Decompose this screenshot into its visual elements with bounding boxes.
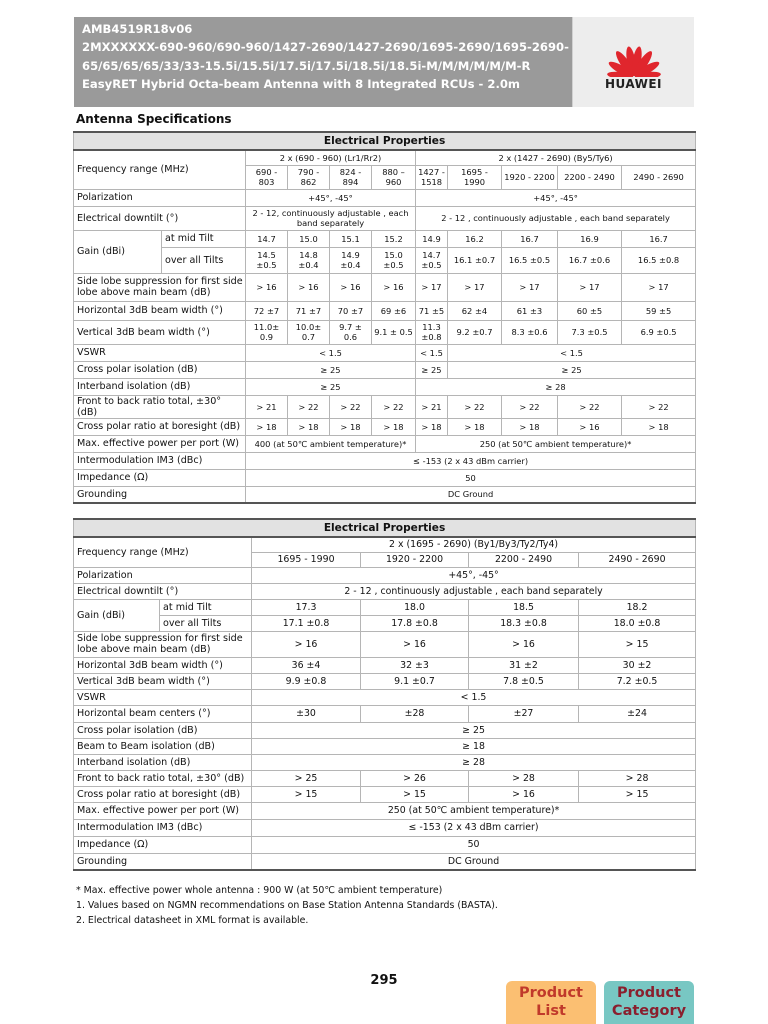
row-label: Max. effective power per port (W) [74, 435, 246, 452]
cell: 18.3 ±0.8 [469, 615, 579, 631]
cell: > 25 [252, 770, 361, 786]
cell: 61 ±3 [502, 301, 558, 320]
cell: > 18 [288, 418, 330, 435]
row-label: Vertical 3dB beam width (°) [74, 320, 246, 344]
cell: > 18 [372, 418, 416, 435]
cell: 10.0± 0.7 [288, 320, 330, 344]
cell: > 17 [558, 273, 622, 301]
cell: > 18 [448, 418, 502, 435]
row-label: Side lobe suppression for first side lobe above main beam (dB) [74, 631, 252, 657]
row-label: Max. effective power per port (W) [74, 802, 252, 819]
cell: < 1.5 [246, 344, 416, 361]
cell: > 21 [416, 395, 448, 418]
row-sublabel: over all Tilts [160, 615, 252, 631]
cell: 69 ±6 [372, 301, 416, 320]
cell: 250 (at 50℃ ambient temperature)* [416, 435, 696, 452]
cell: > 17 [448, 273, 502, 301]
cell: 18.2 [579, 599, 696, 615]
cell: 16.7 [502, 230, 558, 247]
button-label-line: Product [617, 985, 681, 1001]
cell: > 16 [558, 418, 622, 435]
cell: 50 [252, 836, 696, 853]
footnotes [76, 883, 498, 928]
band-cell: 1920 - 2200 [361, 552, 469, 567]
row-sublabel: at mid Tilt [162, 230, 246, 247]
table-header: Electrical Properties [74, 519, 696, 537]
huawei-logo [572, 17, 694, 107]
cell: ≥ 18 [252, 738, 696, 754]
cell: > 16 [246, 273, 288, 301]
row-label: Cross polar ratio at boresight (dB) [74, 786, 252, 802]
cell: 16.1 ±0.7 [448, 247, 502, 273]
row-label: Grounding [74, 853, 252, 870]
cell: +45°, -45° [252, 567, 696, 583]
cell: ≥ 25 [448, 361, 696, 378]
electrical-properties-table-1 [73, 131, 696, 504]
cell: 9.1 ±0.7 [361, 673, 469, 689]
row-label: Polarization [74, 567, 252, 583]
cell: 14.8 ±0.4 [288, 247, 330, 273]
band-group: 2 x (1695 - 2690) (By1/By3/Ty2/Ty4) [252, 537, 696, 552]
cell: 30 ±2 [579, 657, 696, 673]
cell: > 15 [579, 786, 696, 802]
cell: > 15 [252, 786, 361, 802]
cell: > 22 [288, 395, 330, 418]
cell: 400 (at 50℃ ambient temperature)* [246, 435, 416, 452]
cell: 16.2 [448, 230, 502, 247]
cell: > 22 [502, 395, 558, 418]
cell: 71 ±5 [416, 301, 448, 320]
row-label: Cross polar ratio at boresight (dB) [74, 418, 246, 435]
band-cell: 2490 - 2690 [579, 552, 696, 567]
cell: 9.1 ± 0.5 [372, 320, 416, 344]
cell: > 17 [622, 273, 696, 301]
cell: 70 ±7 [330, 301, 372, 320]
cell: 16.7 ±0.6 [558, 247, 622, 273]
button-label-line: List [536, 1003, 566, 1019]
cell: > 18 [622, 418, 696, 435]
row-sublabel: at mid Tilt [160, 599, 252, 615]
cell: 60 ±5 [558, 301, 622, 320]
footnote: * Max. effective power whole antenna : 900 W (at 50℃ ambient temperature) [76, 885, 443, 896]
product-header [74, 17, 572, 107]
row-label: Intermodulation IM3 (dBc) [74, 452, 246, 469]
cell: > 16 [330, 273, 372, 301]
band-cell: 2490 - 2690 [622, 165, 696, 189]
cell: 9.2 ±0.7 [448, 320, 502, 344]
model-number: AMB4519R18v06 [82, 22, 193, 36]
row-label: Electrical downtilt (°) [74, 206, 246, 230]
cell: ≥ 28 [416, 378, 696, 395]
model-code-line-1: 2MXXXXXX-690-960/690-960/1427-2690/1427-2690/1695-2690/1695-2690- [82, 40, 569, 55]
row-label: Gain (dBi) [74, 599, 160, 631]
cell: 71 ±7 [288, 301, 330, 320]
cell: > 28 [579, 770, 696, 786]
cell: 15.1 [330, 230, 372, 247]
cell: > 28 [469, 770, 579, 786]
row-label: VSWR [74, 344, 246, 361]
cell: 17.8 ±0.8 [361, 615, 469, 631]
row-label: Horizontal beam centers (°) [74, 705, 252, 722]
cell: 9.7 ± 0.6 [330, 320, 372, 344]
cell: > 18 [416, 418, 448, 435]
row-label: Gain (dBi) [74, 230, 162, 273]
cell: 11.0± 0.9 [246, 320, 288, 344]
cell: ±30 [252, 705, 361, 722]
cell: 16.9 [558, 230, 622, 247]
cell: > 16 [252, 631, 361, 657]
cell: ±28 [361, 705, 469, 722]
cell: > 16 [469, 786, 579, 802]
row-label: Interband isolation (dB) [74, 378, 246, 395]
cell: 14.9 ±0.4 [330, 247, 372, 273]
cell: 36 ±4 [252, 657, 361, 673]
band-cell: 2200 - 2490 [558, 165, 622, 189]
cell: 18.0 [361, 599, 469, 615]
cell: > 16 [361, 631, 469, 657]
cell: ≥ 25 [252, 722, 696, 738]
cell: > 17 [502, 273, 558, 301]
product-list-button[interactable] [506, 981, 596, 1024]
cell: 14.5 ±0.5 [246, 247, 288, 273]
band-cell: 2200 - 2490 [469, 552, 579, 567]
logo-wordmark: HUAWEI [604, 77, 663, 91]
band-cell: 1427 - 1518 [416, 165, 448, 189]
row-label: Horizontal 3dB beam width (°) [74, 301, 246, 320]
cell: DC Ground [252, 853, 696, 870]
row-label: Vertical 3dB beam width (°) [74, 673, 252, 689]
cell: +45°, -45° [416, 189, 696, 206]
cell: 15.0 ±0.5 [372, 247, 416, 273]
cell: > 21 [246, 395, 288, 418]
cell: 250 (at 50℃ ambient temperature)* [252, 802, 696, 819]
cell: 14.7 [246, 230, 288, 247]
cell: ≥ 25 [416, 361, 448, 378]
row-label: Beam to Beam isolation (dB) [74, 738, 252, 754]
band-group: 2 x (690 - 960) (Lr1/Rr2) [246, 150, 416, 165]
cell: 2 - 12 , continuously adjustable , each band separately [252, 583, 696, 599]
cell: ±27 [469, 705, 579, 722]
cell: ≥ 28 [252, 754, 696, 770]
cell: < 1.5 [252, 689, 696, 705]
row-label: Impedance (Ω) [74, 469, 246, 486]
cell: 18.0 ±0.8 [579, 615, 696, 631]
row-label: VSWR [74, 689, 252, 705]
cell: 50 [246, 469, 696, 486]
cell: > 22 [372, 395, 416, 418]
row-label: Polarization [74, 189, 246, 206]
cell: ≤ -153 (2 x 43 dBm carrier) [252, 819, 696, 836]
cell: > 16 [372, 273, 416, 301]
cell: > 22 [558, 395, 622, 418]
row-label: Intermodulation IM3 (dBc) [74, 819, 252, 836]
cell: < 1.5 [416, 344, 448, 361]
cell: 32 ±3 [361, 657, 469, 673]
cell: 62 ±4 [448, 301, 502, 320]
cell: > 22 [330, 395, 372, 418]
row-label: Frequency range (MHz) [74, 537, 252, 567]
cell: > 22 [622, 395, 696, 418]
cell: > 18 [330, 418, 372, 435]
cell: +45°, -45° [246, 189, 416, 206]
row-label: Front to back ratio total, ±30° (dB) [74, 395, 246, 418]
cell: 15.2 [372, 230, 416, 247]
row-label: Impedance (Ω) [74, 836, 252, 853]
cell: 7.8 ±0.5 [469, 673, 579, 689]
band-cell: 824 - 894 [330, 165, 372, 189]
cell: 59 ±5 [622, 301, 696, 320]
cell: 17.1 ±0.8 [252, 615, 361, 631]
cell: 8.3 ±0.6 [502, 320, 558, 344]
cell: > 26 [361, 770, 469, 786]
cell: ≥ 25 [246, 378, 416, 395]
cell: 16.5 ±0.8 [622, 247, 696, 273]
cell: DC Ground [246, 486, 696, 503]
row-label: Frequency range (MHz) [74, 150, 246, 189]
band-cell: 790 - 862 [288, 165, 330, 189]
cell: > 16 [288, 273, 330, 301]
model-code-line-2: 65/65/65/65/33/33-15.5i/15.5i/17.5i/17.5i/18.5i/18.5i-M/M/M/M/M/M-R [82, 58, 531, 73]
cell: 72 ±7 [246, 301, 288, 320]
product-description: EasyRET Hybrid Octa-beam Antenna with 8 Integrated RCUs - 2.0m [82, 76, 521, 91]
electrical-properties-table-2 [73, 518, 696, 871]
row-label: Grounding [74, 486, 246, 503]
row-label: Side lobe suppression for first side lobe above main beam (dB) [74, 273, 246, 301]
cell: 14.7 ±0.5 [416, 247, 448, 273]
row-label: Cross polar isolation (dB) [74, 722, 252, 738]
table-header: Electrical Properties [74, 132, 696, 150]
footnote: 2. Electrical datasheet in XML format is available. [76, 915, 309, 926]
cell: > 15 [579, 631, 696, 657]
cell: 7.2 ±0.5 [579, 673, 696, 689]
cell: ≥ 25 [246, 361, 416, 378]
cell: 6.9 ±0.5 [622, 320, 696, 344]
cell: > 17 [416, 273, 448, 301]
cell: > 18 [246, 418, 288, 435]
footnote: 1. Values based on NGMN recommendations on Base Station Antenna Standards (BASTA). [76, 900, 498, 911]
cell: > 22 [448, 395, 502, 418]
row-label: Horizontal 3dB beam width (°) [74, 657, 252, 673]
row-label: Interband isolation (dB) [74, 754, 252, 770]
cell: > 18 [502, 418, 558, 435]
cell: 18.5 [469, 599, 579, 615]
band-cell: 880 – 960 [372, 165, 416, 189]
cell: > 15 [361, 786, 469, 802]
band-cell: 690 - 803 [246, 165, 288, 189]
row-sublabel: over all Tilts [162, 247, 246, 273]
band-cell: 1920 - 2200 [502, 165, 558, 189]
section-title: Antenna Specifications [76, 112, 232, 126]
cell: 16.7 [622, 230, 696, 247]
cell: 16.5 ±0.5 [502, 247, 558, 273]
cell: 7.3 ±0.5 [558, 320, 622, 344]
page-number: 295 [370, 973, 398, 988]
product-category-button[interactable] [604, 981, 694, 1024]
band-cell: 1695 - 1990 [448, 165, 502, 189]
band-cell: 1695 - 1990 [252, 552, 361, 567]
cell: ≤ -153 (2 x 43 dBm carrier) [246, 452, 696, 469]
band-group: 2 x (1427 - 2690) (By5/Ty6) [416, 150, 696, 165]
cell: 31 ±2 [469, 657, 579, 673]
cell: 11.3 ±0.8 [416, 320, 448, 344]
cell: 15.0 [288, 230, 330, 247]
row-label: Cross polar isolation (dB) [74, 361, 246, 378]
cell: 2 - 12, continuously adjustable , each band separately [246, 206, 416, 230]
huawei-petal-icon [597, 37, 671, 77]
button-label-line: Product [519, 985, 583, 1001]
cell: ±24 [579, 705, 696, 722]
cell: < 1.5 [448, 344, 696, 361]
row-label: Electrical downtilt (°) [74, 583, 252, 599]
cell: 17.3 [252, 599, 361, 615]
cell: 14.9 [416, 230, 448, 247]
row-label: Front to back ratio total, ±30° (dB) [74, 770, 252, 786]
cell: 2 - 12 , continuously adjustable , each band separately [416, 206, 696, 230]
cell: 9.9 ±0.8 [252, 673, 361, 689]
button-label-line: Category [611, 1003, 687, 1019]
cell: > 16 [469, 631, 579, 657]
